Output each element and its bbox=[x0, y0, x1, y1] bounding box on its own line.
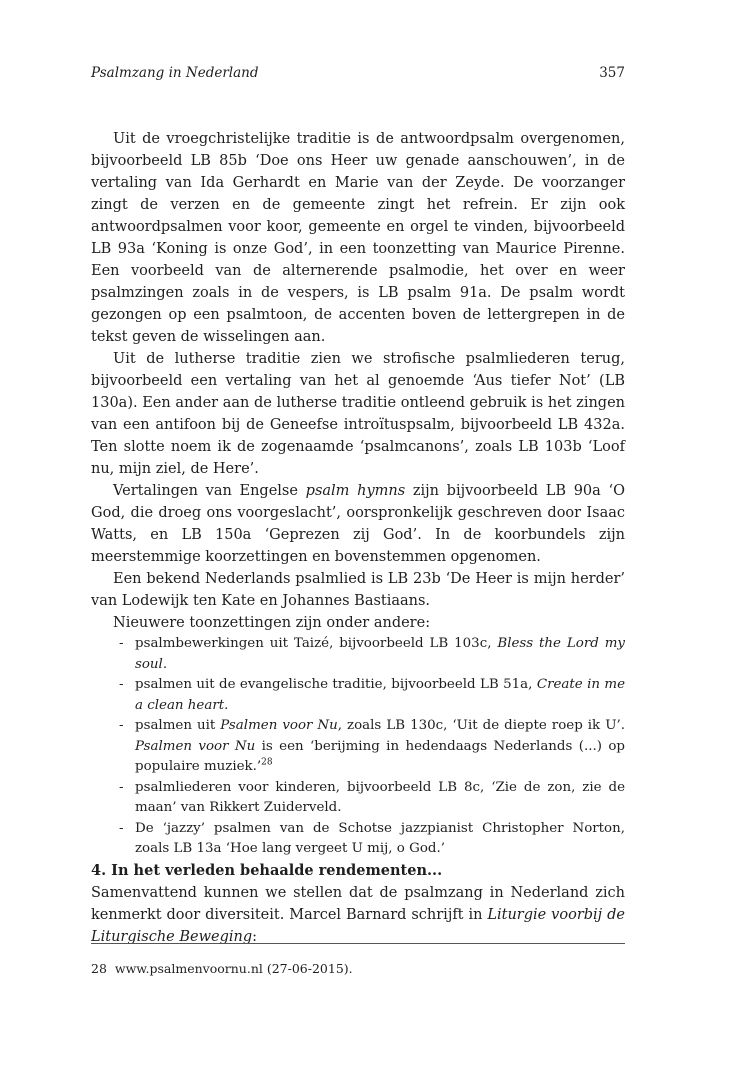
running-title: Psalmzang in Nederland bbox=[91, 65, 259, 81]
page-number: 357 bbox=[599, 65, 625, 81]
list-item: - De ‘jazzy’ psalmen van de Schotse jazzpianist Christopher Norton, zoals LB 13a ‘Hoe lang vergeet U mij, o God.’ bbox=[135, 819, 625, 860]
section-heading: 4. In het verleden behaalde rendementen... bbox=[91, 861, 443, 879]
list-item: - psalmen uit Psalmen voor Nu, zoals LB 130c, ‘Uit de diepte roep ik U’. Psalmen voor Nu is een ‘berijming in hedendaags Nederlands (...) op populaire muziek.’$^{28}$ bbox=[135, 716, 625, 778]
paragraph-samenvattend: Samenvattend kunnen we stellen dat de psalmzang in Nederland zich kenmerkt door diversiteit. Marcel Barnard schrijft in Liturgie voorbij de Liturgische Beweging: bbox=[91, 884, 625, 945]
footnote-divider bbox=[91, 943, 625, 944]
footnote bbox=[91, 961, 625, 977]
toonzettingen-list bbox=[91, 634, 625, 860]
footnote-number: 28 bbox=[91, 961, 107, 976]
paragraph-engelse-hymns: Vertalingen van Engelse psalm hymns zijn bijvoorbeeld LB 90a ‘O God, die droeg ons voorgeslacht’, oorspronkelijk geschreven door Isaac Watts, en LB 150a ‘Geprezen zij God’. In de koorbundels zijn meerstemmige koorzettingen en bovenstemmen opgenomen. bbox=[91, 483, 625, 565]
list-item: - psalmliederen voor kinderen, bijvoorbeeld LB 8c, ‘Zie de zon, zie de maan’ van Rikkert Zuiderveld. bbox=[135, 778, 625, 819]
footnote-text: www.psalmenvoornu.nl (27-06-2015). bbox=[114, 961, 353, 976]
list-item: - psalmbewerkingen uit Taizé, bijvoorbeeld LB 103c, Bless the Lord my soul. bbox=[135, 634, 625, 675]
list-item: - psalmen uit de evangelische traditie, bijvoorbeeld LB 51a, Create in me a clean heart. bbox=[135, 675, 625, 716]
book-title: Liturgie voorbij de Liturgische Beweging bbox=[91, 906, 625, 945]
body-text bbox=[91, 128, 625, 948]
paragraph-antwoordpsalm: Uit de vroegchristelijke traditie is de antwoordpsalm overgenomen, bijvoorbeeld LB 85b ‘Doe ons Heer uw genade aanschouwen’, in de vertaling van Ida Gerhardt en Marie van der Zeyde. De voorzanger zingt de verzen en de gemeente zingt het refrein. Er zijn ook antwoordpsalmen voor koor, gemeente en orgel te vinden, bijvoorbeeld LB 93a ‘Koning is onze God’, in een toonzetting van Maurice Pirenne. Een voorbeeld van de alternerende psalmodie, het over en weer psalmzingen zoals in de vespers, is LB psalm 91a. De psalm wordt gezongen op een psalmtoon, de accenten boven de lettergrepen in de tekst geven de wisselingen aan. bbox=[91, 131, 625, 345]
footnote-reference[interactable]: 28 bbox=[261, 757, 273, 768]
paragraph-lutherse-traditie: Uit de lutherse traditie zien we strofische psalmliederen terug, bijvoorbeeld een vertaling van het al genoemde ‘Aus tiefer Not’ (LB 130a). Een ander aan de lutherse traditie ontleend gebruik is het zingen van een antifoon bij de Geneefse introïtuspsalm, bijvoorbeeld LB 432a. Ten slotte noem ik de zogenaamde ‘psalmcanons’, zoals LB 103b ‘Loof nu, mijn ziel, de Here’. bbox=[91, 351, 625, 477]
psalm-hymns-term: psalm hymns bbox=[305, 483, 406, 499]
paragraph-toonzettingen-intro: Nieuwere toonzettingen zijn onder andere: bbox=[113, 615, 431, 631]
paragraph-psalmlied: Een bekend Nederlands psalmlied is LB 23b ‘De Heer is mijn herder’ van Lodewijk ten Kate en Johannes Bastiaans. bbox=[91, 571, 625, 609]
